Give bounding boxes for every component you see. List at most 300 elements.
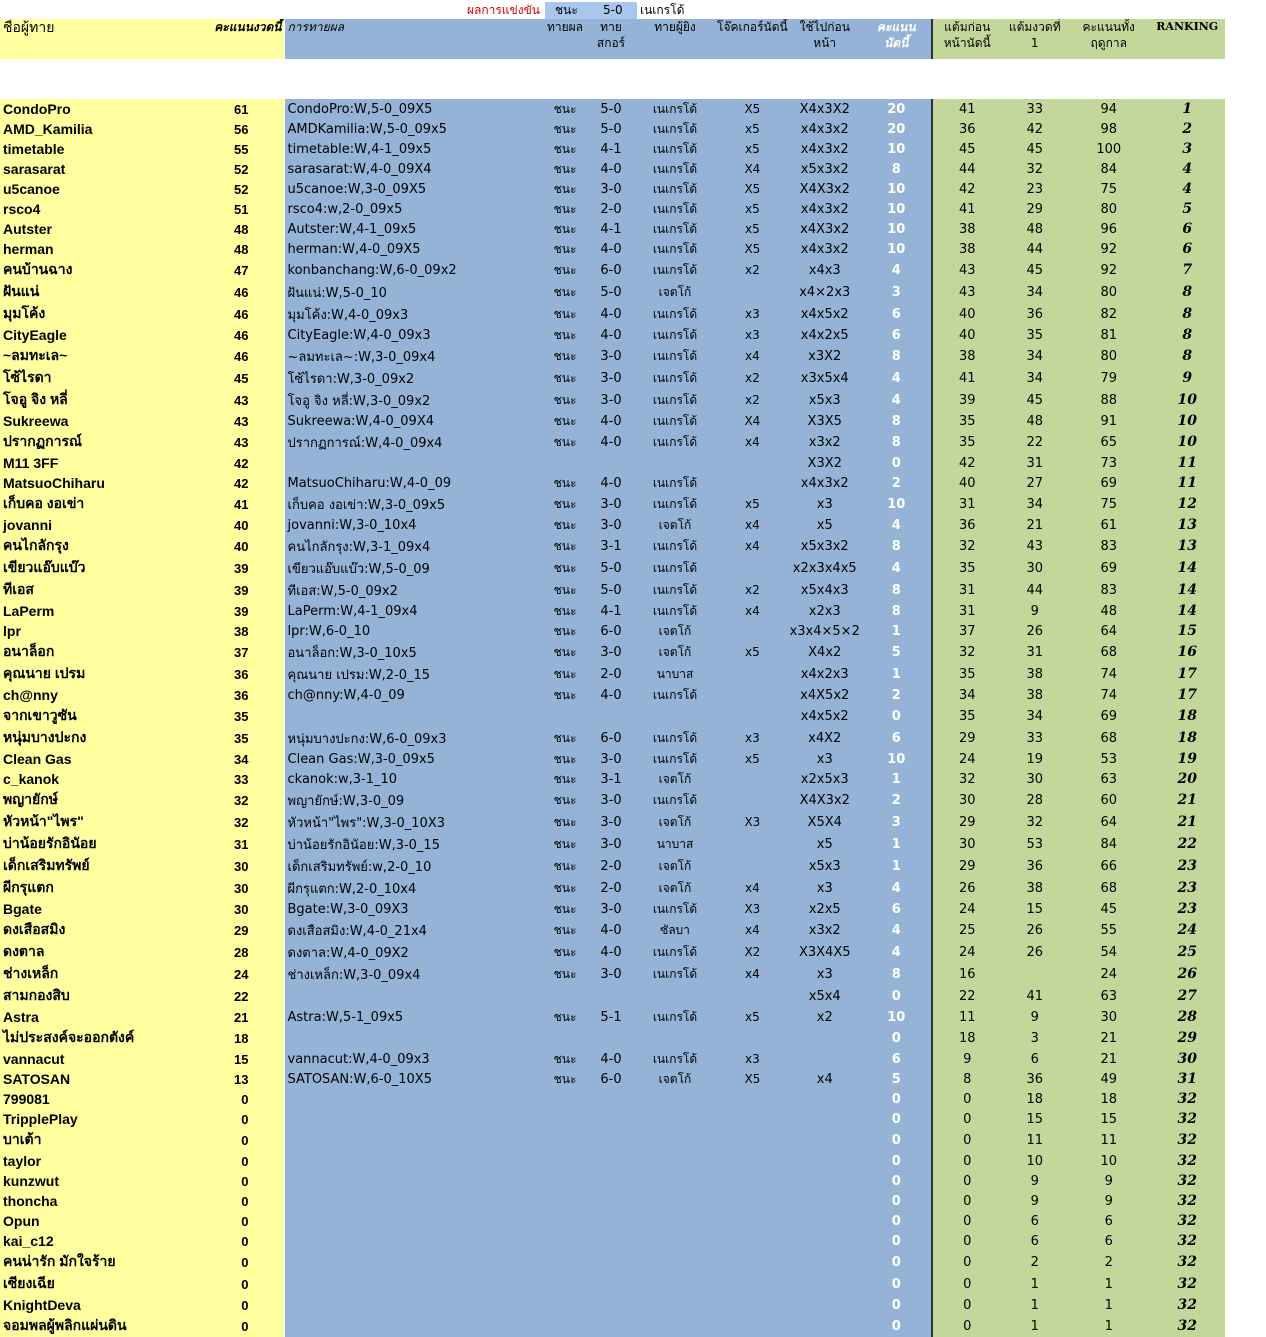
joker-used-cell[interactable]: x4x2x3	[788, 663, 862, 685]
table-row[interactable]	[0, 663, 1225, 685]
guess-scorer-cell[interactable]: เนเกรโด้	[633, 601, 717, 621]
round-points-cell[interactable]: 34	[1002, 493, 1068, 515]
prev-points-cell[interactable]: 22	[932, 985, 1002, 1007]
ranking-cell[interactable]: 24	[1150, 919, 1225, 941]
prediction-text-cell[interactable]	[284, 705, 541, 727]
ranking-cell[interactable]: 16	[1150, 641, 1225, 663]
ranking-cell[interactable]: 32	[1150, 1191, 1225, 1211]
col-header-guess-scorer[interactable]: ทายผู้ยิง	[633, 19, 717, 59]
joker-used-cell[interactable]: X4X3x2	[788, 789, 862, 811]
joker-now-cell[interactable]	[717, 1027, 788, 1049]
joker-now-cell[interactable]	[717, 1191, 788, 1211]
match-points-cell[interactable]: 4	[862, 941, 932, 963]
ranking-cell[interactable]: 25	[1150, 941, 1225, 963]
player-name-cell[interactable]: timetable	[0, 139, 206, 159]
guess-score-cell[interactable]: 5-0	[589, 579, 633, 601]
round-points-cell[interactable]: 38	[1002, 877, 1068, 899]
prediction-text-cell[interactable]: ดงตาล:W,4-0_09X2	[284, 941, 541, 963]
guess-scorer-cell[interactable]	[633, 1089, 717, 1109]
guess-scorer-cell[interactable]: เนเกรโด้	[633, 411, 717, 431]
guess-score-cell[interactable]	[589, 1273, 633, 1295]
guess-result-cell[interactable]	[541, 1191, 589, 1211]
player-name-cell[interactable]: LaPerm	[0, 601, 206, 621]
prediction-text-cell[interactable]: เก็บคอ งอเข่า:W,3-0_09x5	[284, 493, 541, 515]
season-points-cell[interactable]: 21	[1068, 1027, 1150, 1049]
guess-scorer-cell[interactable]: เนเกรโด้	[633, 431, 717, 453]
table-row[interactable]	[0, 579, 1225, 601]
joker-now-cell[interactable]	[717, 1151, 788, 1171]
guess-scorer-cell[interactable]	[633, 1211, 717, 1231]
prev-points-cell[interactable]: 0	[932, 1273, 1002, 1295]
guess-scorer-cell[interactable]: เนเกรโด้	[633, 139, 717, 159]
prediction-text-cell[interactable]: Bgate:W,3-0_09X3	[284, 899, 541, 919]
score-today-cell[interactable]: 48	[206, 219, 284, 239]
match-points-cell[interactable]: 6	[862, 727, 932, 749]
score-today-cell[interactable]: 37	[206, 641, 284, 663]
joker-used-cell[interactable]: x5	[788, 833, 862, 855]
score-today-cell[interactable]: 29	[206, 919, 284, 941]
round-points-cell[interactable]: 15	[1002, 1109, 1068, 1129]
guess-result-cell[interactable]	[541, 1027, 589, 1049]
score-today-cell[interactable]: 18	[206, 1027, 284, 1049]
joker-now-cell[interactable]: x3	[717, 727, 788, 749]
ranking-cell[interactable]: 23	[1150, 899, 1225, 919]
player-name-cell[interactable]: rsco4	[0, 199, 206, 219]
guess-result-cell[interactable]: ชนะ	[541, 685, 589, 705]
guess-score-cell[interactable]: 3-0	[589, 345, 633, 367]
ranking-cell[interactable]: 10	[1150, 389, 1225, 411]
season-points-cell[interactable]: 92	[1068, 259, 1150, 281]
score-today-cell[interactable]: 48	[206, 239, 284, 259]
season-points-cell[interactable]: 80	[1068, 199, 1150, 219]
joker-used-cell[interactable]	[788, 1315, 862, 1337]
joker-now-cell[interactable]: X4	[717, 411, 788, 431]
round-points-cell[interactable]: 11	[1002, 1129, 1068, 1151]
guess-scorer-cell[interactable]: เจตโก้	[633, 811, 717, 833]
score-today-cell[interactable]: 32	[206, 811, 284, 833]
round-points-cell[interactable]: 38	[1002, 685, 1068, 705]
col-header-name[interactable]: ชื่อผู้ทาย	[0, 19, 206, 59]
round-points-cell[interactable]: 33	[1002, 99, 1068, 119]
score-today-cell[interactable]: 24	[206, 963, 284, 985]
prev-points-cell[interactable]: 18	[932, 1027, 1002, 1049]
season-points-cell[interactable]: 74	[1068, 663, 1150, 685]
ranking-cell[interactable]: 14	[1150, 579, 1225, 601]
guess-scorer-cell[interactable]	[633, 1231, 717, 1251]
guess-score-cell[interactable]	[589, 1231, 633, 1251]
guess-scorer-cell[interactable]: เนเกรโด้	[633, 259, 717, 281]
table-row[interactable]	[0, 239, 1225, 259]
joker-used-cell[interactable]: x4X5x2	[788, 685, 862, 705]
round-points-cell[interactable]: 43	[1002, 535, 1068, 557]
guess-scorer-cell[interactable]: เนเกรโด้	[633, 493, 717, 515]
round-points-cell[interactable]: 36	[1002, 1069, 1068, 1089]
guess-result-cell[interactable]: ชนะ	[541, 621, 589, 641]
round-points-cell[interactable]: 38	[1002, 663, 1068, 685]
joker-used-cell[interactable]: x4x3x2	[788, 139, 862, 159]
joker-used-cell[interactable]	[788, 1089, 862, 1109]
ranking-cell[interactable]: 8	[1150, 281, 1225, 303]
col-header-season-points[interactable]: คะแนนทั้ง ฤดูกาล	[1068, 19, 1150, 59]
match-points-cell[interactable]: 1	[862, 833, 932, 855]
score-today-cell[interactable]: 56	[206, 119, 284, 139]
ranking-cell[interactable]: 32	[1150, 1295, 1225, 1315]
guess-score-cell[interactable]: 3-0	[589, 899, 633, 919]
season-points-cell[interactable]: 24	[1068, 963, 1150, 985]
prediction-text-cell[interactable]: คนไกลักรุง:W,3-1_09x4	[284, 535, 541, 557]
guess-result-cell[interactable]: ชนะ	[541, 119, 589, 139]
ranking-cell[interactable]: 5	[1150, 199, 1225, 219]
table-row[interactable]	[0, 557, 1225, 579]
score-today-cell[interactable]: 15	[206, 1049, 284, 1069]
prediction-text-cell[interactable]	[284, 1273, 541, 1295]
guess-score-cell[interactable]: 2-0	[589, 855, 633, 877]
ranking-cell[interactable]: 1	[1150, 99, 1225, 119]
player-name-cell[interactable]: thoncha	[0, 1191, 206, 1211]
ranking-cell[interactable]: 31	[1150, 1069, 1225, 1089]
guess-scorer-cell[interactable]: เนเกรโด้	[633, 1007, 717, 1027]
guess-result-cell[interactable]: ชนะ	[541, 663, 589, 685]
prediction-text-cell[interactable]: เด็กเสริมทรัพย์:w,2-0_10	[284, 855, 541, 877]
guess-scorer-cell[interactable]: เนเกรโด้	[633, 389, 717, 411]
guess-score-cell[interactable]: 2-0	[589, 199, 633, 219]
table-row[interactable]	[0, 1027, 1225, 1049]
score-today-cell[interactable]: 39	[206, 601, 284, 621]
prev-points-cell[interactable]: 31	[932, 601, 1002, 621]
col-header-round-points[interactable]: แต้มงวดที่ 1	[1002, 19, 1068, 59]
table-row[interactable]	[0, 179, 1225, 199]
prediction-text-cell[interactable]: เขียวแอ๊บแบ๊ว:W,5-0_09	[284, 557, 541, 579]
table-row[interactable]	[0, 919, 1225, 941]
season-points-cell[interactable]: 64	[1068, 621, 1150, 641]
match-points-cell[interactable]: 3	[862, 811, 932, 833]
guess-scorer-cell[interactable]: เนเกรโด้	[633, 899, 717, 919]
guess-scorer-cell[interactable]: เจตโก้	[633, 281, 717, 303]
ranking-cell[interactable]: 27	[1150, 985, 1225, 1007]
ranking-cell[interactable]: 32	[1150, 1129, 1225, 1151]
player-name-cell[interactable]: Clean Gas	[0, 749, 206, 769]
guess-scorer-cell[interactable]: เนเกรโด้	[633, 941, 717, 963]
season-points-cell[interactable]: 15	[1068, 1109, 1150, 1129]
guess-scorer-cell[interactable]: เนเกรโด้	[633, 685, 717, 705]
joker-used-cell[interactable]: x5	[788, 515, 862, 535]
joker-used-cell[interactable]: x5x3x2	[788, 535, 862, 557]
season-points-cell[interactable]: 83	[1068, 579, 1150, 601]
round-points-cell[interactable]: 29	[1002, 199, 1068, 219]
player-name-cell[interactable]: ~ลมทะเล~	[0, 345, 206, 367]
joker-now-cell[interactable]	[717, 1171, 788, 1191]
table-row[interactable]	[0, 1295, 1225, 1315]
prediction-text-cell[interactable]: บ่าน้อยรักอินัอย:W,3-0_15	[284, 833, 541, 855]
guess-result-cell[interactable]	[541, 985, 589, 1007]
round-points-cell[interactable]: 45	[1002, 139, 1068, 159]
prev-points-cell[interactable]: 25	[932, 919, 1002, 941]
season-points-cell[interactable]: 55	[1068, 919, 1150, 941]
round-points-cell[interactable]: 32	[1002, 811, 1068, 833]
prev-points-cell[interactable]: 40	[932, 303, 1002, 325]
guess-result-cell[interactable]	[541, 1251, 589, 1273]
col-header-ranking[interactable]: RANKING	[1150, 19, 1225, 59]
prediction-text-cell[interactable]: มุมโค้ง:W,4-0_09x3	[284, 303, 541, 325]
match-points-cell[interactable]: 4	[862, 877, 932, 899]
table-row[interactable]	[0, 941, 1225, 963]
joker-now-cell[interactable]: x5	[717, 119, 788, 139]
match-points-cell[interactable]: 6	[862, 899, 932, 919]
season-points-cell[interactable]: 68	[1068, 727, 1150, 749]
ranking-cell[interactable]: 32	[1150, 1211, 1225, 1231]
prediction-text-cell[interactable]: sarasarat:W,4-0_09X4	[284, 159, 541, 179]
joker-now-cell[interactable]	[717, 1295, 788, 1315]
guess-score-cell[interactable]: 4-1	[589, 601, 633, 621]
ranking-cell[interactable]: 15	[1150, 621, 1225, 641]
prediction-text-cell[interactable]: ทีเอส:W,5-0_09x2	[284, 579, 541, 601]
guess-result-cell[interactable]	[541, 1171, 589, 1191]
prev-points-cell[interactable]: 24	[932, 749, 1002, 769]
season-points-cell[interactable]: 80	[1068, 345, 1150, 367]
season-points-cell[interactable]: 75	[1068, 179, 1150, 199]
player-name-cell[interactable]: SATOSAN	[0, 1069, 206, 1089]
joker-used-cell[interactable]: X3X5	[788, 411, 862, 431]
round-points-cell[interactable]: 33	[1002, 727, 1068, 749]
season-points-cell[interactable]: 92	[1068, 239, 1150, 259]
joker-used-cell[interactable]: x2x3	[788, 601, 862, 621]
prev-points-cell[interactable]: 43	[932, 281, 1002, 303]
guess-result-cell[interactable]: ชนะ	[541, 769, 589, 789]
guess-score-cell[interactable]	[589, 985, 633, 1007]
player-name-cell[interactable]: lpr	[0, 621, 206, 641]
season-points-cell[interactable]: 75	[1068, 493, 1150, 515]
joker-used-cell[interactable]: x3	[788, 493, 862, 515]
guess-result-cell[interactable]	[541, 1273, 589, 1295]
guess-score-cell[interactable]: 4-1	[589, 139, 633, 159]
table-row[interactable]	[0, 1109, 1225, 1129]
guess-scorer-cell[interactable]: เนเกรโด้	[633, 579, 717, 601]
prev-points-cell[interactable]: 0	[932, 1315, 1002, 1337]
match-points-cell[interactable]: 1	[862, 769, 932, 789]
round-points-cell[interactable]: 1	[1002, 1273, 1068, 1295]
joker-now-cell[interactable]: x4	[717, 535, 788, 557]
round-points-cell[interactable]: 1	[1002, 1315, 1068, 1337]
joker-now-cell[interactable]: x3	[717, 1049, 788, 1069]
round-points-cell[interactable]: 53	[1002, 833, 1068, 855]
joker-used-cell[interactable]: X3X4X5	[788, 941, 862, 963]
match-points-cell[interactable]: 10	[862, 749, 932, 769]
prediction-text-cell[interactable]	[284, 1151, 541, 1171]
guess-result-cell[interactable]: ชนะ	[541, 515, 589, 535]
guess-result-cell[interactable]	[541, 1315, 589, 1337]
joker-now-cell[interactable]: X5	[717, 1069, 788, 1089]
score-today-cell[interactable]: 0	[206, 1151, 284, 1171]
guess-result-cell[interactable]	[541, 1211, 589, 1231]
joker-used-cell[interactable]: x4x5x2	[788, 303, 862, 325]
joker-used-cell[interactable]: x5x3x2	[788, 159, 862, 179]
table-row[interactable]	[0, 1089, 1225, 1109]
player-name-cell[interactable]: คุณนาย เปรม	[0, 663, 206, 685]
player-name-cell[interactable]: บ่าน้อยรักอินัอย	[0, 833, 206, 855]
joker-used-cell[interactable]: X4X3x2	[788, 179, 862, 199]
player-name-cell[interactable]: จากเขาวูซัน	[0, 705, 206, 727]
guess-scorer-cell[interactable]: เจตโก้	[633, 621, 717, 641]
season-points-cell[interactable]: 21	[1068, 1049, 1150, 1069]
round-points-cell[interactable]: 28	[1002, 789, 1068, 811]
season-points-cell[interactable]: 66	[1068, 855, 1150, 877]
joker-used-cell[interactable]: X5X4	[788, 811, 862, 833]
guess-score-cell[interactable]	[589, 1251, 633, 1273]
season-points-cell[interactable]: 60	[1068, 789, 1150, 811]
season-points-cell[interactable]: 83	[1068, 535, 1150, 557]
guess-scorer-cell[interactable]: เนเกรโด้	[633, 99, 717, 119]
season-points-cell[interactable]: 54	[1068, 941, 1150, 963]
score-today-cell[interactable]: 0	[206, 1273, 284, 1295]
match-points-cell[interactable]: 3	[862, 281, 932, 303]
match-points-cell[interactable]: 10	[862, 493, 932, 515]
guess-result-cell[interactable]: ชนะ	[541, 535, 589, 557]
season-points-cell[interactable]: 49	[1068, 1069, 1150, 1089]
guess-scorer-cell[interactable]: เนเกรโด้	[633, 367, 717, 389]
prev-points-cell[interactable]: 32	[932, 641, 1002, 663]
col-header-joker-now[interactable]: โจ๊คเกอร์นัดนี้	[717, 19, 788, 59]
ranking-cell[interactable]: 3	[1150, 139, 1225, 159]
joker-used-cell[interactable]: x4x3x2	[788, 119, 862, 139]
joker-used-cell[interactable]: x2x5	[788, 899, 862, 919]
table-row[interactable]	[0, 219, 1225, 239]
prev-points-cell[interactable]: 35	[932, 663, 1002, 685]
guess-score-cell[interactable]: 3-0	[589, 493, 633, 515]
joker-used-cell[interactable]: x4	[788, 1069, 862, 1089]
season-points-cell[interactable]: 45	[1068, 899, 1150, 919]
guess-score-cell[interactable]: 5-0	[589, 557, 633, 579]
score-today-cell[interactable]: 21	[206, 1007, 284, 1027]
table-row[interactable]	[0, 139, 1225, 159]
prediction-text-cell[interactable]: CityEagle:W,4-0_09x3	[284, 325, 541, 345]
ranking-cell[interactable]: 26	[1150, 963, 1225, 985]
guess-score-cell[interactable]	[589, 1129, 633, 1151]
prev-points-cell[interactable]: 0	[932, 1191, 1002, 1211]
table-row[interactable]	[0, 99, 1225, 119]
table-row[interactable]	[0, 641, 1225, 663]
player-name-cell[interactable]: อนาล็อก	[0, 641, 206, 663]
joker-now-cell[interactable]: X2	[717, 941, 788, 963]
prediction-text-cell[interactable]	[284, 1129, 541, 1151]
guess-score-cell[interactable]: 4-0	[589, 941, 633, 963]
prediction-text-cell[interactable]: ดงเสือสมิง:W,4-0_21x4	[284, 919, 541, 941]
joker-used-cell[interactable]: x2	[788, 1007, 862, 1027]
guess-result-cell[interactable]: ชนะ	[541, 1069, 589, 1089]
joker-now-cell[interactable]	[717, 1211, 788, 1231]
prediction-text-cell[interactable]: ~ลมทะเล~:W,3-0_09x4	[284, 345, 541, 367]
guess-result-cell[interactable]: ชนะ	[541, 877, 589, 899]
joker-now-cell[interactable]	[717, 663, 788, 685]
joker-used-cell[interactable]: x5x3	[788, 855, 862, 877]
player-name-cell[interactable]: ดงเสือสมิง	[0, 919, 206, 941]
guess-score-cell[interactable]	[589, 705, 633, 727]
match-points-cell[interactable]: 8	[862, 159, 932, 179]
prev-points-cell[interactable]: 35	[932, 411, 1002, 431]
score-today-cell[interactable]: 35	[206, 705, 284, 727]
score-today-cell[interactable]: 43	[206, 389, 284, 411]
score-today-cell[interactable]: 0	[206, 1089, 284, 1109]
score-today-cell[interactable]: 0	[206, 1109, 284, 1129]
match-points-cell[interactable]: 8	[862, 535, 932, 557]
score-today-cell[interactable]: 41	[206, 493, 284, 515]
round-points-cell[interactable]: 9	[1002, 1191, 1068, 1211]
guess-scorer-cell[interactable]: เนเกรโด้	[633, 325, 717, 345]
match-points-cell[interactable]: 4	[862, 259, 932, 281]
player-name-cell[interactable]: CityEagle	[0, 325, 206, 345]
guess-scorer-cell[interactable]	[633, 1295, 717, 1315]
guess-score-cell[interactable]: 3-0	[589, 789, 633, 811]
round-points-cell[interactable]: 26	[1002, 919, 1068, 941]
guess-result-cell[interactable]: ชนะ	[541, 325, 589, 345]
guess-scorer-cell[interactable]	[633, 1315, 717, 1337]
joker-used-cell[interactable]: x4×2x3	[788, 281, 862, 303]
season-points-cell[interactable]: 69	[1068, 557, 1150, 579]
joker-now-cell[interactable]: x2	[717, 259, 788, 281]
guess-scorer-cell[interactable]: นาบาส	[633, 663, 717, 685]
player-name-cell[interactable]: พญายักษ์	[0, 789, 206, 811]
player-name-cell[interactable]: บาเต้า	[0, 1129, 206, 1151]
prev-points-cell[interactable]: 35	[932, 431, 1002, 453]
guess-score-cell[interactable]: 3-1	[589, 535, 633, 557]
prev-points-cell[interactable]: 0	[932, 1151, 1002, 1171]
guess-result-cell[interactable]: ชนะ	[541, 1007, 589, 1027]
guess-score-cell[interactable]: 4-0	[589, 473, 633, 493]
table-row[interactable]	[0, 1231, 1225, 1251]
score-today-cell[interactable]: 46	[206, 281, 284, 303]
prev-points-cell[interactable]: 0	[932, 1109, 1002, 1129]
joker-now-cell[interactable]: x2	[717, 389, 788, 411]
score-today-cell[interactable]: 35	[206, 727, 284, 749]
ranking-cell[interactable]: 10	[1150, 431, 1225, 453]
guess-score-cell[interactable]: 6-0	[589, 727, 633, 749]
prediction-text-cell[interactable]: AMDKamilia:W,5-0_09x5	[284, 119, 541, 139]
guess-scorer-cell[interactable]	[633, 1109, 717, 1129]
table-row[interactable]	[0, 159, 1225, 179]
round-points-cell[interactable]: 30	[1002, 557, 1068, 579]
match-points-cell[interactable]: 2	[862, 685, 932, 705]
guess-score-cell[interactable]	[589, 1027, 633, 1049]
player-name-cell[interactable]: คนน่ารัก มักใจร้าย	[0, 1251, 206, 1273]
prev-points-cell[interactable]: 34	[932, 685, 1002, 705]
joker-used-cell[interactable]	[788, 1151, 862, 1171]
joker-used-cell[interactable]	[788, 1273, 862, 1295]
round-points-cell[interactable]: 48	[1002, 219, 1068, 239]
guess-score-cell[interactable]	[589, 1089, 633, 1109]
joker-used-cell[interactable]: x3x5x4	[788, 367, 862, 389]
season-points-cell[interactable]: 1	[1068, 1315, 1150, 1337]
prev-points-cell[interactable]: 0	[932, 1231, 1002, 1251]
guess-score-cell[interactable]: 4-0	[589, 431, 633, 453]
ranking-cell[interactable]: 9	[1150, 367, 1225, 389]
season-points-cell[interactable]: 18	[1068, 1089, 1150, 1109]
guess-score-cell[interactable]: 3-0	[589, 963, 633, 985]
prev-points-cell[interactable]: 0	[932, 1295, 1002, 1315]
round-points-cell[interactable]: 15	[1002, 899, 1068, 919]
score-today-cell[interactable]: 55	[206, 139, 284, 159]
ranking-cell[interactable]: 32	[1150, 1109, 1225, 1129]
joker-now-cell[interactable]: x3	[717, 325, 788, 345]
score-today-cell[interactable]: 30	[206, 877, 284, 899]
ranking-cell[interactable]: 14	[1150, 557, 1225, 579]
guess-scorer-cell[interactable]: เจตโก้	[633, 515, 717, 535]
round-points-cell[interactable]: 21	[1002, 515, 1068, 535]
season-points-cell[interactable]: 61	[1068, 515, 1150, 535]
player-name-cell[interactable]: ch@nny	[0, 685, 206, 705]
match-points-cell[interactable]: 0	[862, 705, 932, 727]
guess-result-cell[interactable]: ชนะ	[541, 473, 589, 493]
joker-used-cell[interactable]: x5x3	[788, 389, 862, 411]
table-row[interactable]	[0, 453, 1225, 473]
